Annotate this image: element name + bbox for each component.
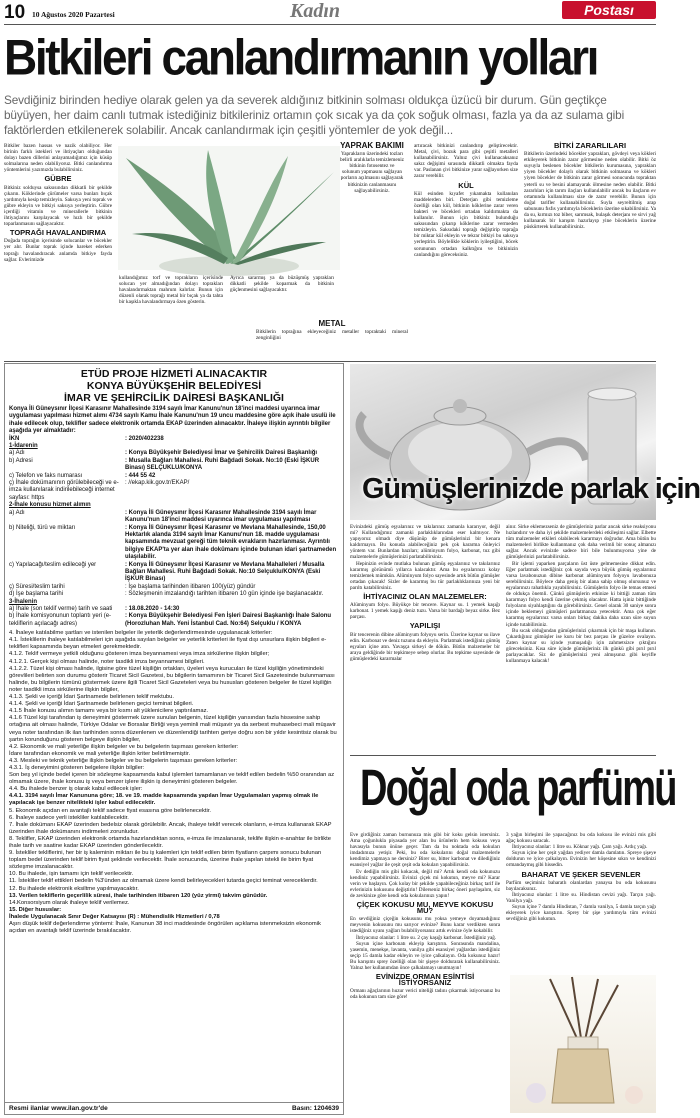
notice-row-value: : Sözleşmenin imzalandığı tarihten itibaren 10 gün içinde işe başlanacaktır. (125, 591, 324, 598)
article3-paragraph: En sevdiğiniz çiçeğin kokusunu mu yoksa yemeye doyamadığınız meyvenin kokusunu mu sarıyor evinize? Bunu karar verdikten sonra istediğiniz uyanı yağları bulabiliyorsanız artık evinize öyle kokabilir. (350, 916, 500, 935)
notice-clause: 4.4. Bu ihalede benzer iş olarak kabul edilecek işler: (9, 786, 143, 793)
article1-paragraph: artıracak bitkinizi canlandırıp geliştirecektir. Metal, çivi, bozuk para gibi çeşitli metalleri kullanabilirsiniz. Yalnız çivi kullanacaksanız sakız değişimi sırasında dikkatli olmakta fayda var. Paslanan çivi bitkinize yarar sağlayorken size zarar verebilir. (414, 143, 518, 180)
issue-date: 10 Ağustos 2020 Pazartesi (32, 10, 115, 19)
article1-paragraph: Bitkilerin toprağına ekleyeceğiniz metaller topraktaki mineral zenginliğini (256, 329, 408, 342)
article2-paragraph: Bir tencerenin dibine alüminyum folyoyu serin. Üzerine kaynar su ilave edin. Karbonat ve deniz tuzunu da ekleyin. Parlatmak istediğiniz gümüş eşyaları içine atın. Yavaşça sirkeyi de dökün. Bütün malzemeler bir araya geldiğinde bir tepkimeye sebep olurlar. Bu tepkime sayesinde de gümüşlerdeki kararmalar (350, 631, 500, 662)
header-rule (4, 24, 656, 25)
article3-paragraph: Eve girdiğiniz zaman burnunuza mis gibi bir koku gelsin istersiniz. Ama çoğunlukla piyasada yer alan bu ürünlerin hem kokusu veya havasıyla bunun önüne geçer. Tam da bu noktada oda kokuları imdadımıza yetişir. Peki, bu oda kokularını doğal malzemelerle kendimiz yapmaya ne dersiniz? Birer su, bitter karbonat ve dilediğiniz esansiyel yağlar ile çeşit çeşit oda kokuları yapabilirsiniz. (350, 832, 500, 869)
article1-column-4b (256, 318, 408, 358)
public-notice (4, 363, 344, 1115)
notice-clause: 4. İhaleye katılabilme şartları ve istenilen belgeler ile yeterlik değerlendirmesinde uygulanacak kriterler: (9, 630, 273, 637)
article3-paragraph: 3 yağın birleşimi ile yapacağınız bu oda kokusu ile evinizi mis gibi ağaç kokusu saracak. (506, 832, 656, 845)
notice-title-1: ETÜD PROJE HİZMETİ ALINACAKTIR (80, 368, 268, 380)
notice-clause: 4.1.5 İhale konusu alımın tamamı veya bir kısmı alt yüklenicilere yaptırılamaz. (9, 708, 209, 715)
notice-row-value: : Konya İli Güneysınır İlçesi Karasınır Mahallesinde 3194 sayılı İmar Kanunu'nun 18'inci maddesi uyarınca imar uygulaması yapılması (125, 509, 317, 524)
notice-clause: 6. İhaleye sadece yerli istekliler katılabilecektir. (9, 814, 129, 821)
notice-footer (5, 1102, 343, 1114)
notice-clause: Aşırı düşük teklif değerlendirme yöntemi: İhale, Kanunun 38 inci maddesinde öngörülen açıklama istenmeksizin ekonomik açıdan en avantajlı teklif üzerinde bırakılacaktır. (9, 921, 321, 935)
article3-paragraph: Suyun içine her çeşit yağdan yediyer damla damlatın. Spreye şişeye doldurun ve iyice çalkalayın. Evinizin her köşesine sıkın ve kendinizi ormandaymış gibi hissedin. (506, 850, 656, 869)
article1-paragraph: Bitkiniz solduysa saksısından dikkatli bir şekilde çıkarın. Köklerinde çürümeler varsa bunları bıçak yardımıyla kesip temizleyin. Saksıya yeni toprak ve gübre ekleyin ve bitkiyi saksıya yerleştirin. Gübre içerdiği vitamin ve minerallerle bitkinin ihtiyaçlarını karşılayacak ve hızlı bir şekilde toparlanmasını sağlayacaktır. (4, 184, 112, 228)
notice-row-value: : Musalla Bağları Mahallesi. Ruhi Bağdadi Sokak. No:10 (Eski İŞKUR Binası) SELÇUKLU/KONYA (125, 457, 320, 472)
notice-clause: 15. Diğer hususlar: (9, 906, 62, 913)
notice-row-value: : Konya İli Güneysınır İlçesi Karasınır ve Mevlana Mahalleleri / Musalla Bağları Mahallesi. Ruhi Bağdadi Sokak. No:10 Selçuklu/KONYA (Eski İŞKUR Binası) (125, 561, 325, 583)
article1-subhead-toprak: TOPRAĞI HAVALANDIRMA (9, 228, 107, 238)
notice-clause: 4.1.2.2. Tüzel kişi olması halinde, ilgisine göre tüzel kişiliğin ortakları, üyeleri veya kurucuları ile tüzel kişiliğin yönetimindeki görevlileri belirten son durumu gösterir Ticaret Sicil Gazetesi, bu bilgilerin tamamının bir Ticaret Sicil Gazetesinde bulunmaması halinde, bu bilgilerin tümünü göstermek üzere ilgili Ticaret Sicil Gazeteleri veya bu hususları gösteren belgeler ile tüzel kişiliğin noter tasdikli imza sirkülerine ilişkin bilgiler, (9, 665, 335, 693)
notice-row-key: b) İhale komisyonunun toplantı yeri (e-tekliflerin açılacağı adres) (9, 613, 112, 627)
notice-row (9, 458, 339, 473)
notice-row-key: b) Niteliği, türü ve miktarı (9, 524, 76, 531)
article1-column-1 (4, 143, 112, 358)
article3-headline: Doğal oda parfümü (360, 760, 676, 818)
article2-column-2 (506, 524, 656, 752)
section-title: Kadın (290, 0, 341, 22)
aloe-vera-photo (118, 146, 340, 270)
notice-clause: 11. İstekliler teklif ettikleri bedelin %3'ünden az olmamak üzere kendi belirleyecekleri tutarda geçici teminat vereceklerdir. (9, 878, 318, 885)
notice-clause: 5. Ekonomik açıdan en avantajlı teklif sadece fiyat esasına göre belirlenecektir. (9, 807, 212, 814)
article3-column-1 (350, 832, 500, 1115)
notice-ikn-value: : 2020/402238 (125, 435, 164, 442)
notice-row-value: : İşe başlama tarihinden itibaren 100(yüz) gündür (125, 583, 256, 590)
notice-row-value: : 444 55 42 (125, 472, 156, 479)
article2-paragraph: ainır. Sirke eklemezseniz de gümüşleriniz parlar ancak sirke reaksiyonu hızlandırır ve daha iyi şekilde malzemelerdeki etkileşimi sağlar. Elbette tüm malzemeler etkileri olabilecek kararmayı doğrudur. Ama bütün bu malzemeleri birlikte kullanmanız çok daha verimli bir sonuç almanızı sağlar. Ancak evinizde sadece biri bile bulunmuyorsa yine de gümüşlerinizi parlatabilirsiniz. (506, 524, 656, 561)
notice-clause: 4.4.1. 3194 sayılı İmar Kanununa göre; 18. ve 19. madde kapsamında yapılan İmar Uygulamaları yapmış olmak ile yapılacak işe benzer nitelikteki işler kabul edilecektir. (9, 793, 319, 807)
notice-row (9, 613, 339, 628)
brand-logo (562, 1, 656, 19)
notice-ikn-row (9, 436, 339, 443)
notice-row-value: : Konya Büyükşehir Belediyesi İmar ve Şehircilik Dairesi Başkanlığı (125, 450, 318, 457)
article3-paragraph: Parfüm seçiminiz baharatlı olanlardan yanaysa bu oda kokusunu bayılacaksınız. (506, 879, 656, 892)
article2-column-1 (350, 524, 500, 752)
article2-subhead-yapilisi: YAPILIŞI (409, 621, 441, 631)
notice-title-2: KONYA BÜYÜKŞEHİR BELEDİYESİ (86, 380, 262, 392)
notice-footer-right: Basın: 1204639 (292, 1105, 339, 1112)
article3-column-2 (506, 832, 656, 972)
notice-clause: İdare tarafından ekonomik ve mali yeterliğe ilişkin kriter belirtilmemiştir. (9, 750, 191, 757)
article1-subhead-gubre: GÜBRE (44, 174, 72, 184)
notice-row-value: : //ekap.kik.gov.tr/EKAP/ (125, 480, 190, 487)
article1-paragraph: Yaprakların üzerindeki tozları belirli aralıklarla temizlemeniz bitkinin fotosentez ve solunum yapmasını sağlayan porların açılmasını sağlayarak bitkinizin canlanmasını sağlayabilirsiniz. (340, 151, 404, 194)
article3-paragraph: Suyun içine karbonatı ekleyip karıştırın. Sonrasında mandalina, yasemin, menekşe, lavanta, vanilya gibi esansiyel yağlardan istediğiniz seçip 15 damla kadar ekleyin ve iyice çalkalayın. Oda kokunuz hazır! Bu karışımı sprey özelliği olan bir şişeye doldurarak kullanabilirsiniz. Yalnız her kullanımdan önce çalkalamayı unutmayın! (350, 940, 500, 971)
notice-clause: 14.Konsorsiyum olarak ihaleye teklif verilemez. (9, 899, 130, 906)
notice-row-key: c) Telefon ve faks numarası (9, 472, 83, 479)
notice-row-key: a) Adı (9, 450, 25, 457)
notice-clause: 10. Bu ihalede, işin tamamı için teklif verilecektir. (9, 871, 134, 878)
notice-clause: 4.1.2. Teklif vermeye yetkili olduğunu gösteren imza beyannamesi veya imza sirkülerine ilişkin bilgiler; (9, 651, 270, 658)
article1-paragraph: kullandığımız torf ve toprakların içerisinde solucan yer almadığından dolayı toprakları havalandırmaktan mahrum kalırlar. Bunun için düzenli olarak toprağı metal bir bıçak ya da tahta bir kaşıkla havalandırmaya özen gösterin. (119, 275, 223, 306)
article1-paragraph: Bitkilerin üzerindeki böcekler yaprakları, gövdeyi veya kökleri etkileyerek bitkinin zarar görmesine neden olabilir. Bitki öz suyuyla beslenen böcekler bitkilerin kurumasına, yaprakları yiyen böcekler dolaylı olarak bitkinin solmasına ve kökleri yiyen böcekler de bitkinin zarar görmesi sonucunda topraktan yeterli su ve besini alamayarak ölmesine neden olabilir. Bitki zararlıları için tarım ilaçları kullanılabilir ancak bu ilaçların ev ortamında kullanılması size de zarar verebilir. Bunun için doğal tarifler kullanabilirsiniz. Suyla seyreltilmiş arap sabununu fısfıs yardımıyla böceklerin üzerine sıkabilirsiniz. Ya da su, kırmızı toz biber, sarımsak, bulaşık deterjanı ve sirvi yağ kullanarak bir karışım hazırlayıp yine böceklerin üzerine püskürterek kullanabilirsiniz. (524, 151, 656, 231)
article1-lead: Sevdiğiniz birinden hediye olarak gelen ya da severek aldığınız bitkinin solması oldukça üzücü bir durum. Gün geçtikçe büyüyen, her daim canlı tutmak istediğiniz bitkileriniz ortamın çok sıcak ya da çok soğuk olması, fazla ya da az sulama gibi faktörlerden etkilenerek solabilir. Ancak canlandırmak için çeşitli yöntemler de yok değil... (4, 93, 625, 137)
notice-clause: 12. Bu ihalede elektronik eksiltme yapılmayacaktır. (9, 885, 139, 892)
aloe-plant-illustration (118, 146, 340, 270)
notice-row-key: d) İşe başlama tarihi (9, 591, 64, 598)
article1-headline: Bitkileri canlandırmanın yolları (4, 29, 597, 86)
notice-row-key: a) Adı (9, 509, 25, 516)
article1-subhead-yaprak: YAPRAK BAKIMI (340, 141, 404, 150)
notice-row-value: : Konya Büyükşehir Belediyesi Fen İşleri Dairesi Başkanlığı İhale Salonu (Horozluhan Mah. Yeni İstanbul Cad. No:64) Selçuklu / KONYA (125, 613, 332, 627)
notice-row (9, 525, 339, 562)
notice-clause: Son beş yıl içinde bedel içeren bir sözleşme kapsamında kabul işlemleri tamamlanan ve teklif edilen bedelin %50 oranından az olmamak üzere, ihale konusu iş veya benzer işlere ilişkin iş deneyimini gösteren belgeler. (9, 772, 335, 786)
section-divider (4, 361, 656, 362)
notice-clause: 4.3. Mesleki ve teknik yeterliğe ilişkin belgeler ve bu belgelerin taşıması gereken kriterler: (9, 757, 238, 764)
article3-subhead-baharat: BAHARAT VE ŞEKER SEVENLER (521, 869, 641, 879)
fragrance-bottle-photo (510, 975, 656, 1113)
article1-column-5 (414, 143, 518, 358)
article2-paragraph: Alüminyum folyo. Büyükçe bir tencere. Kaynar su. 1 yemek kaşığı karbonat. 1 yemek kaşığı deniz tuzu. Varsa bir bardağı beyaz sirke. Bez parçası. (350, 602, 500, 621)
article2-paragraph: Evinizdeki gümüş eşyalarınız ve takılarınız zamanla kararıyor, değil mi? Kullandığımız zamanki parlaklıklarından eser kalmıyor. Ne yapıyoruz olmadı diye düşünüp de gümüşlerinizi bir kenara kaldırmayın. Bu konuda alabileceğiniz pek çok kararma önleyici yöntem var. Bunlardan bazıları; alüminyum folyo, karbonat, tuz gibi malzemelerle gümüşlerinizi parlatabilirsiniz. (350, 524, 500, 561)
notice-row-value: : 18.08.2020 - 14:30 (125, 605, 180, 612)
notice-clause: 9. İstekliler tekliflerini, her bir iş kaleminin miktarı ile bu iş kalemleri için teklif edilen birim fiyatların çarpımı sonucu bulunan toplam bedel üzerinden teklif birim fiyat şeklinde verilecektir. İhale sonucunda, üzerine ihale yapılan istekli ile birim fiyat sözleşme imzalanacaktır. (9, 850, 322, 871)
article2-paragraph: Hepinizin evinde mutlaka bulunan gümüş eşyalarınız ve takılarınız kararmış görünümü yıllarca kalacaktır. Ama bu eşyalarınızı kolay temizlemek mümkün. Alüminyum folyo sayesinde artık bütün gümüşler ortadan çıkacak! Sizler de kararmış bu tür parlaklıklarınıza yeni bir parıltı katabilirsiniz. (350, 560, 500, 591)
notice-section-heading: 1-İdarenin (9, 443, 38, 450)
notice-clause: 8. Teklifler, EKAP üzerinden elektronik ortamda hazırlandıktan sonra, e-imza ile imzalanarak, teklife ilişkin e-anahtar ile birlikte ihale tarih ve saatine kadar EKAP üzerinden gönderilecektir. (9, 835, 331, 849)
notice-clause: 4.3.1. İş deneyimini gösteren belgelere ilişkin bilgiler: (9, 764, 145, 771)
article3-paragraph: İhtiyacınız olanlar: 1 litre su. Hindistan cevizi yağı. Tarçın yağı. Vanilya yağı. (506, 891, 656, 904)
notice-row (9, 450, 339, 457)
article2-paragraph: Bu sıcak olduğundan gümüşlerinizi çıkarmak için bir maşa kullanın. Çıkardığınız gümüşler ise kuru bir bez parçası ile güzelce ovalayın. Zaten kaynar su içinde yumuşadığı için zahmetsizce çıktığını göreceksiniz. Kısa süre içinde gümüşleriniz ilk günkü gibi pırıl pırıl parlayacaklar. Siz de gümüşlerinizi yeni almışsınız gibi keyifle kullanmaya kalacak! (506, 627, 656, 665)
article3-paragraph: İhtiyacınız olanlar: 1 litre su. Köknar yağı. Çam yağı. Ardıç yağı. (512, 844, 648, 851)
notice-row (9, 591, 339, 598)
article3-paragraph: Suyun içine 7 damla Hindistan, 7 damla vanilya, 5 damla tarçın yağı ekleyerek iyice karıştırın. Sprey bir şişe yardımıyla tüm evinizi sevdiğiniz gibi kokutun. (506, 904, 656, 923)
article3-subhead-orman: EVİNİZDE ORMAN ESİNTİSİ İSTİYORSANIZ (375, 972, 475, 988)
notice-clause: 4.1. İsteklilerin ihaleye katılabilmeleri için aşağıda sayılan belgeler ve yeterlik kriterleri ile fiyat dışı unsurlara ilişkin bilgileri e-teklifleri kapsamında beyan etmeleri gerekmektedir. (9, 637, 327, 651)
article1-column-2 (119, 275, 223, 357)
notice-section-heading: 3-İhalenin (9, 598, 38, 605)
article1-column-6 (524, 143, 656, 358)
notice-row-key: ç) İhale dokümanının görülebileceği ve e-imza kullanılarak indirilebileceği internet sayfası: https (9, 480, 119, 501)
brand-name: Postası (584, 2, 634, 18)
notice-title-3: İMAR VE ŞEHİRCİLİK DAİRESİ BAŞKANLIĞI (64, 392, 284, 404)
article1-paragraph: Doğada toprağın içerisinde solucanlar ve böcekler yer alır. Bunlar toprak içinde hareket ederken toprağı havalandıracak anlamda bitkiye fayda sağlar. Evlerimizde (4, 238, 112, 263)
notice-row-key: b) Adresi (9, 457, 33, 464)
article1-paragraph: Ayrıca sararmış ya da büzüşmüş yaprakları dikkatli şekilde koparmak da bitkinin güçlenmesini sağlayacaktır. (230, 275, 334, 294)
notice-clause: 4.1.3. Şekli ve içeriği İdari Şartnamede belirlenen teklif mektubu. (9, 694, 174, 701)
notice-section-heading: 2-İhale konusu hizmet alımın (9, 502, 91, 509)
article1-intro: Bitkiler bazen hassas ve nazik olabiliyor. Her birinin farklı istekleri ve ihtiyaçları olduğundan dolayı bazen dillerini anlayamadığımız için küsüp solmalarına neden olabiliyoruz. Bitki canlandırma yöntemlerini yazımızda bulabilirsiniz. (4, 143, 112, 174)
article1-column-3 (230, 275, 334, 315)
article3-paragraph: Ormanı ağaçlarının huzur verici niteliği tadını çıkarmak istiyorsanız bu oda kokunun tam size göre! (350, 988, 500, 1001)
article2-headline: Gümüşlerinizde parlak için (362, 473, 700, 505)
article1-subhead-zararlilar: BİTKİ ZARARLILARI (553, 141, 627, 150)
notice-clause: 7. İhale dokümanı EKAP üzerinden bedelsiz olarak görülebilir. Ancak, ihaleye teklif verecek olanların, e-imza kullanarak EKAP üzerinden ihale dokümanını indirmeleri zorunludur. (9, 821, 332, 835)
notice-body (9, 630, 339, 935)
notice-intro: Konya İli Güneysınır İlçesi Karasınır Mahallesinde 3194 sayılı İmar Kanunu'nun 18'inci maddesi uyarınca imar uygulaması yapılması hizmet alımı 4734 sayılı Kamu İhale Kanunu'nun 19 uncu maddesine göre açık ihale usulü ile ihale edilecek olup, teklifler sadece elektronik ortamda EKAP üzerinden alınacaktır. İhaleye ilişkin ayrıntılı bilgiler aşağıda yer almaktadır: (9, 406, 336, 435)
article2-paragraph: Bir işlemi yaparken parçaların üst üste gelmemesine dikkat edin. Eğer parlatmak istediğiniz çok sayıda veya büyük gümüş eşyalarınız varsa lavabonuzun dibine karbonat alüminyum folyoyu lavabonuza serebilirsiniz. Böylece daha geniş bir alana sahip olmuş olursunuz ve eşyalarınızı rahatlıkla yayabilirsiniz. Gümüşlerin folyo ile temas etmesi de oldukça önemli. Çünkü gümüşlerin etkinize ki bittiği zaman tüm kararmayı folyo kendi üzerine çekmiş olacaktır. Hatta işiniz bittiğinde folyoların siyahlaştığını da görebilirsiniz. Genel olarak 30 saniye sonra içinde beklemeyi gümüşleri parlatmanıza yetecektir. Ama çok eğer kararmış eşyalarınız varsa onları birkaç dakika daha uzun süre suyun içinde tutabilirsiniz. (506, 560, 656, 628)
notice-clause: 4.2. Ekonomik ve mali yeterliğe ilişkin belgeler ve bu belgelerin taşıması gereken kriterler: (9, 743, 239, 750)
notice-clause: 4.1.6 Tüzel kişi tarafından iş deneyimini göstermek üzere sunulan belgenin, tüzel kişiliğin yarısından fazla hissesine sahip ortağına ait olması halinde, Türkiye Odalar ve Borsalar Birliği veya yeminli mali müşavir ya da serbest muhasebeci mali müşavir veya noter tarafından ilk ilan tarihinden sonra düzenlenen ve düzenlendiği tarihten geriye doğru son bir yıldır kesintisiz olarak bu şartın korunduğunu gösteren belgeye ilişkin bilgiler, (9, 715, 337, 743)
notice-row (9, 562, 339, 584)
notice-row-key: c) Yapılacağı/teslim edileceği yer (9, 561, 97, 568)
article1-subhead-kul: KÜL (458, 180, 474, 190)
notice-footer-left: Resmi ilanlar www.ilan.gov.tr'de (9, 1105, 108, 1112)
notice-row (9, 510, 339, 525)
page-number: 10 (4, 2, 26, 23)
notice-clause: 13. Verilen tekliflerin geçerlilik süresi, ihale tarihinden itibaren 120 (yüz yirmi) takvim günüdür. (9, 892, 268, 899)
notice-clause: 4.1.2.1. Gerçek kişi olması halinde, noter tasdikli imza beyannamesi bilgileri. (9, 658, 205, 665)
notice-clause: 4.1.4. Şekli ve içeriği İdari Şartnamede belirlenen geçici teminat bilgileri. (9, 701, 194, 708)
notice-clause: İhalede Uygulanacak Sınır Değer Katsayısı (R) : Mühendislik Hizmetleri / 0,78 (9, 913, 220, 920)
notice-row (9, 473, 339, 480)
notice-row (9, 480, 339, 502)
notice-row-value: : Konya İli Güneysınır İlçesi Karasınır ve Mevlana Mahallesinde, 150,00 Hektarlık alanda 3194 sayılı İmar Kanunu'nun 18. madde uygulaması kapsamında mevzuat gereği tüm teknik evrakların hazırlanması. Ayrıntılı bilgiye EKAP'ta yer alan ihale dokümanı içinde bulunan idari şartnameden ulaşılabilir. (125, 524, 337, 561)
notice-ikn-label: İKN (9, 435, 20, 442)
notice-row-key: a) İhale (son teklif verme) tarih ve saati (9, 605, 113, 612)
article1-subhead-metal: METAL (318, 319, 346, 328)
article1-paragraph: Kül esinden kıyafet yıkamakta kullanılan maddelerden biri. Deterjan gibi temizleme özelliği olan kül, bitkinin köklerine zarar veren bakteri ve böcekleri ortadan kaldırmakta da kullanılır. Bunun için bitkiniz bulunduğu saksısından çıkarıp köklerine zarar vermeden temizleyin. Saksıdaki toprağı değiştirip toprağa bir miktar kül ekleyin ve tekrar bitkiyi bu saksıya yerleştirin. Böylelikle köklerin iyileştiğini, böcek sorununun ortadan kalktığını ve bitkinizin canlandığını göreceksiniz. (414, 190, 518, 258)
article3-paragraph: İhtiyacınız olanlar: 1 litre su. 2 çay kaşığı karbonat. İstediğiniz yağ. (356, 934, 497, 941)
article2-subhead-malzemeler: İHTİYACINIZ OLAN MALZEMELER: (363, 592, 487, 602)
article3-paragraph: Ev dediğin mis gibi kokacak, değil mi? Artık kendi oda kokunuzu kendiniz yapabilirsiniz. Evinizi çiçek mi kokutun, meyve mi? Karar verin ve başlayın. Çok kolay bir şekilde yapabileceğiniz birkaç tarif ile evlerinizin kokusunu değiştirin! Dilerseniz birkaç öneri paylaşalım, siz de zevkinize göre kendi oda kokularınızı yapın! (350, 868, 500, 899)
article3-subhead-cicek: ÇİÇEK KOKUSU MU, MEYVE KOKUSU MU? (356, 900, 494, 916)
reed-diffuser-illustration (510, 975, 656, 1113)
notice-row-key: ç) Süresi/teslim tarihi (9, 583, 65, 590)
